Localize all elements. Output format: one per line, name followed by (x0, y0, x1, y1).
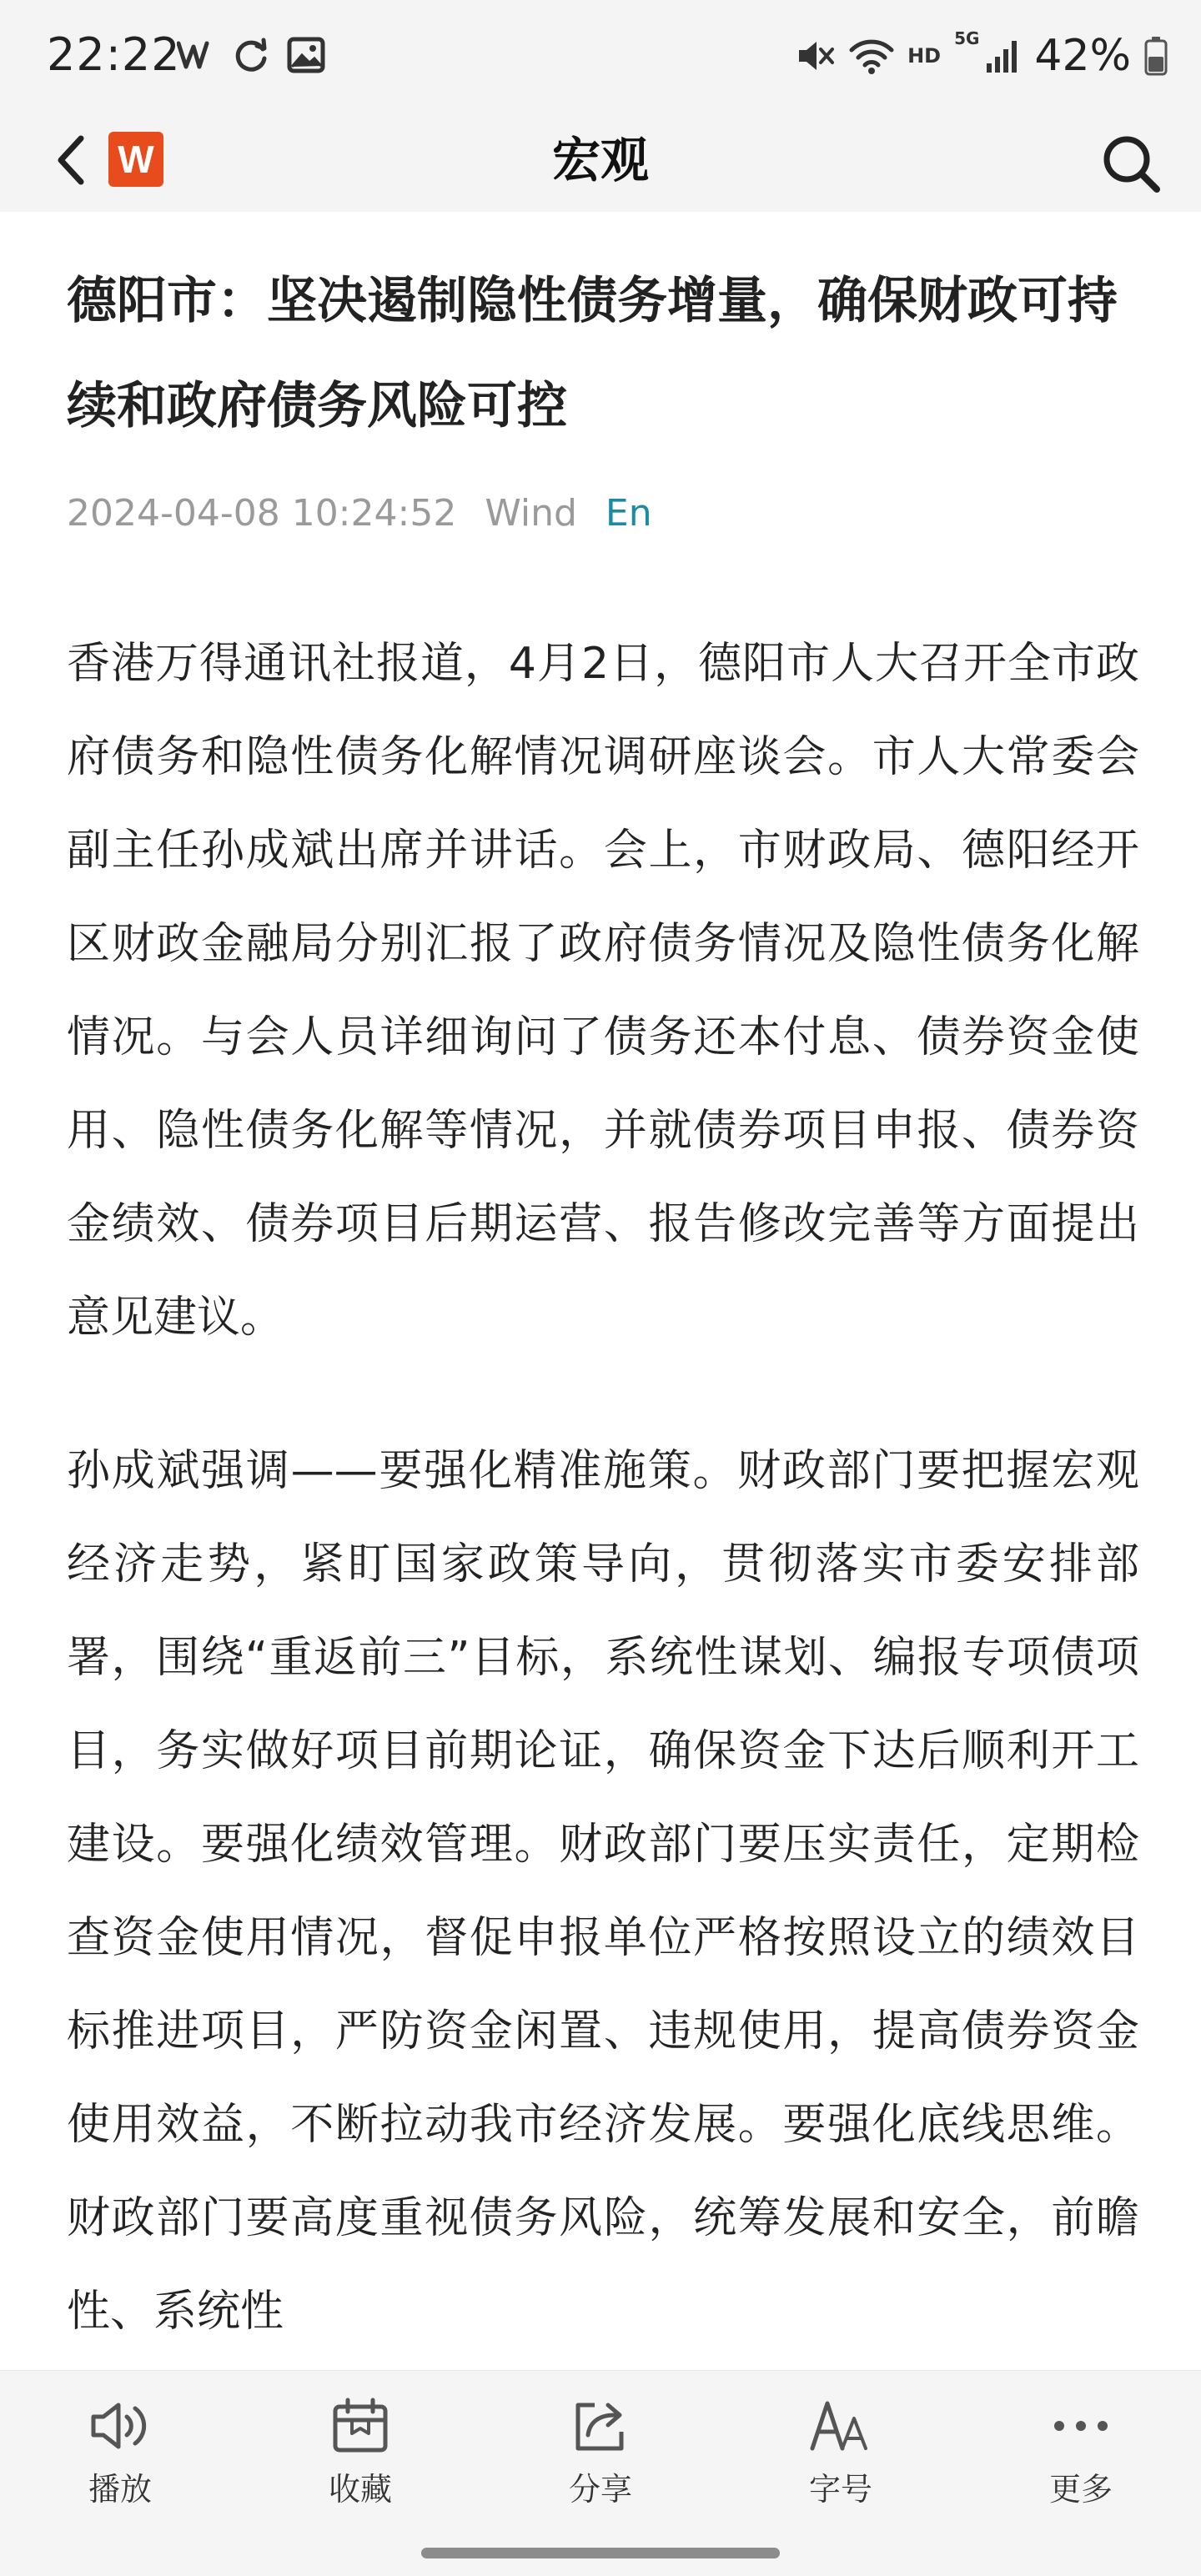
wind-notification-icon (177, 38, 215, 72)
article-source: Wind (485, 492, 577, 535)
status-left-icons (177, 30, 325, 80)
battery-icon (1144, 36, 1168, 76)
play-label: 播放 (88, 2471, 152, 2508)
network-hd-label: HD (907, 44, 942, 68)
share-label: 分享 (568, 2471, 632, 2508)
font-size-icon (809, 2398, 872, 2453)
article-title: 德阳市：坚决遏制隐性债务增量，确保财政可持续和政府债务风险可控 (67, 272, 1118, 435)
chevron-left-icon (53, 133, 89, 187)
signal-icon (984, 37, 1021, 75)
nav-bar (0, 108, 1201, 212)
article (67, 212, 1139, 2358)
play-button[interactable] (53, 2394, 187, 2513)
english-version-link[interactable]: En (605, 492, 652, 535)
wind-logo-text: W (118, 138, 154, 181)
mute-icon (796, 37, 836, 75)
home-indicator[interactable] (421, 2548, 780, 2558)
share-icon (571, 2397, 630, 2455)
image-icon (287, 37, 325, 73)
speaker-icon (88, 2398, 152, 2453)
back-button[interactable] (42, 128, 100, 192)
more-icon (1052, 2413, 1110, 2438)
calendar-icon (331, 2397, 389, 2455)
sync-icon (232, 36, 270, 74)
wind-logo (108, 132, 163, 187)
article-date: 2024-04-08 10:24:52 (67, 492, 457, 535)
search-icon (1100, 133, 1162, 194)
bottom-toolbar (0, 2370, 1201, 2576)
article-paragraph: 孙成斌强调——要强化精准施策。财政部门要把握宏观经济走势，紧盯国家政策导向，贯彻落实市委安排部署，围绕“重返前三”目标，系统性谋划、编报专项债项目，务实做好项目前期论证，确保资金下达后顺利开工建设。要强化绩效管理。财政部门要压实责任，定期检查资金使用情况，督促申报单位严格按照设立的绩效目标推进项目，严防资金闲置、违规使用，提高债券资金使用效益，不断拉动我市经济发展。要强化底线思维。财政部门要高度重视债务风险，统筹发展和安全，前瞻性、系统性 (67, 1446, 1139, 2337)
share-button[interactable] (534, 2394, 667, 2513)
page-title: 宏观 (551, 132, 649, 188)
font-size-button[interactable] (774, 2394, 907, 2513)
more-button[interactable] (1014, 2394, 1148, 2513)
favorite-label: 收藏 (328, 2471, 392, 2508)
favorite-button[interactable] (294, 2394, 427, 2513)
wifi-icon (849, 37, 894, 75)
status-bar (0, 0, 1201, 108)
font-size-label: 字号 (808, 2471, 872, 2508)
article-paragraph: 香港万得通讯社报道，4月2日，德阳市人大召开全市政府债务和隐性债务化解情况调研座谈会。市人大常委会副主任孙成斌出席并讲话。会上，市财政局、德阳经开区财政金融局分别汇报了政府债务情况及隐性债务化解情况。与会人员详细询问了债务还本付息、债券资金使用、隐性债务化解等情况，并就债券项目申报、债券资金绩效、债券项目后期运营、报告修改完善等方面提出意见建议。 (67, 639, 1139, 1343)
status-right (796, 27, 1168, 85)
battery-percent: 42% (1034, 31, 1131, 81)
status-time: 22:22 (47, 28, 181, 81)
more-label: 更多 (1048, 2471, 1113, 2508)
signal-5g-label: 5G (954, 28, 980, 48)
article-meta (67, 489, 1139, 539)
search-button[interactable] (1099, 132, 1163, 195)
